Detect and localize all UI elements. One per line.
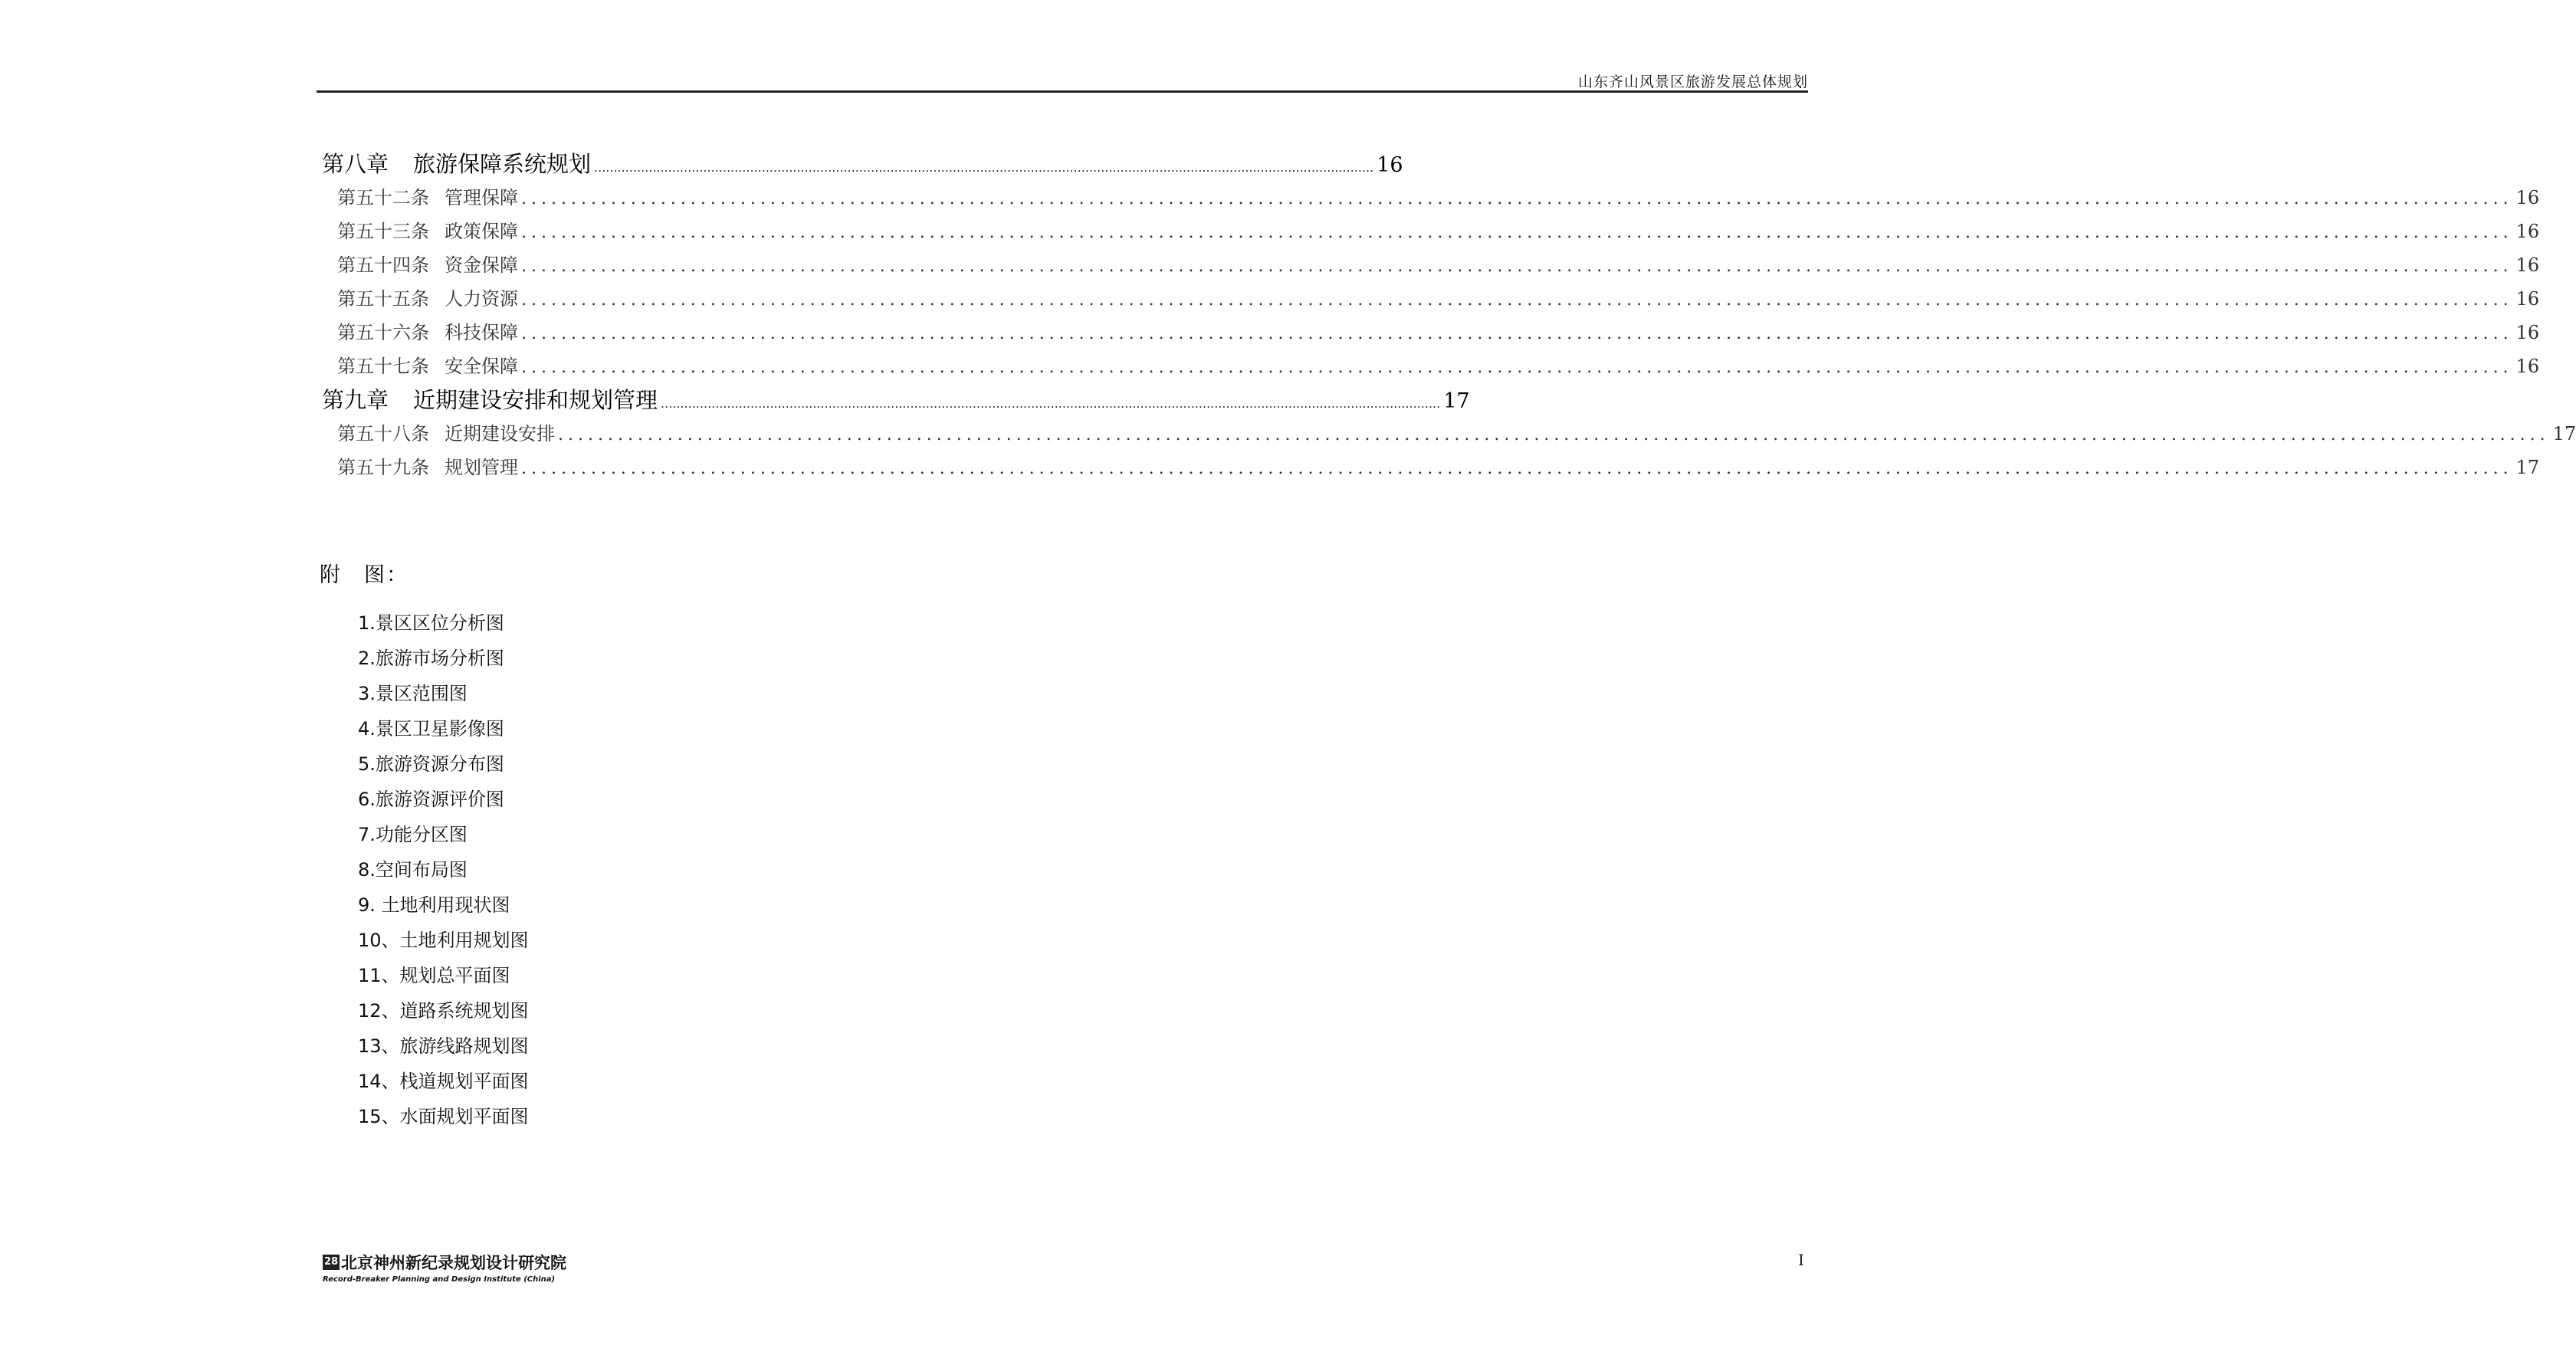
table-of-contents xyxy=(322,147,2576,484)
institute-name-cn: 北京神州新纪录规划设计研究院 xyxy=(341,1254,566,1272)
toc-dot-leader: ........................................................................................................................................................................................................ xyxy=(521,290,2513,310)
figure-list-item: 2.旅游市场分析图 xyxy=(358,648,504,669)
institute-name-en: Record-Breaker Planning and Design Institute (China) xyxy=(323,1275,556,1284)
toc-article-row xyxy=(322,248,2540,282)
figure-list-item: 11、规划总平面图 xyxy=(358,965,510,986)
toc-entry-page: 16 xyxy=(1377,153,1403,177)
toc-entry-title: 近期建设安排和规划管理 xyxy=(413,387,658,413)
figure-list-item: 3.景区范围图 xyxy=(358,683,468,704)
toc-chapter-row xyxy=(322,147,1403,181)
toc-entry-title: 旅游保障系统规划 xyxy=(413,151,592,177)
toc-entry-page: 16 xyxy=(2515,322,2540,343)
figure-list xyxy=(358,605,529,1134)
toc-dot-leader: ........................................................................................................................................................................................................ xyxy=(558,425,2550,445)
toc-entry-number: 第五十三条 xyxy=(337,221,429,242)
figure-list-item: 7.功能分区图 xyxy=(358,824,468,845)
toc-article-row xyxy=(322,417,2576,451)
toc-entry-number: 第五十四条 xyxy=(337,254,429,276)
figure-list-item: 14、栈道规划平面图 xyxy=(358,1071,529,1092)
toc-article-row xyxy=(322,282,2540,316)
toc-entry-title: 管理保障 xyxy=(445,187,518,208)
document-header-title: 山东齐山风景区旅游发展总体规划 xyxy=(1577,74,1808,90)
toc-chapter-row xyxy=(322,383,1470,417)
toc-entry-number: 第五十八条 xyxy=(337,423,429,445)
toc-entry-title: 政策保障 xyxy=(445,221,518,242)
toc-entry-title: 安全保障 xyxy=(445,356,518,377)
toc-dot-leader: ........................................................................................................................................................................................................ xyxy=(661,396,1441,411)
figure-list-item: 1.景区区位分析图 xyxy=(358,612,504,634)
toc-dot-leader: ........................................................................................................................................................................................................ xyxy=(594,160,1374,175)
toc-entry-page: 17 xyxy=(1443,389,1470,413)
toc-entry-page: 16 xyxy=(2515,221,2540,242)
toc-entry-page: 17 xyxy=(2515,457,2540,478)
toc-entry-page: 16 xyxy=(2515,356,2540,377)
toc-entry-page: 16 xyxy=(2515,187,2540,208)
toc-entry-number: 第五十七条 xyxy=(337,356,429,377)
toc-article-row xyxy=(322,316,2540,349)
toc-entry-title: 人力资源 xyxy=(445,288,518,310)
toc-entry-page: 17 xyxy=(2552,423,2576,445)
figure-list-item: 9. 土地利用现状图 xyxy=(358,894,510,916)
toc-article-row xyxy=(322,349,2540,383)
toc-entry-number: 第五十二条 xyxy=(337,187,429,208)
institute-logo xyxy=(323,1251,566,1284)
toc-dot-leader: ........................................................................................................................................................................................................ xyxy=(521,324,2513,343)
figure-list-item: 10、土地利用规划图 xyxy=(358,930,529,951)
toc-article-row xyxy=(322,181,2540,215)
toc-entry-title: 近期建设安排 xyxy=(445,423,555,445)
toc-entry-page: 16 xyxy=(2515,254,2540,276)
header-divider xyxy=(317,90,1808,93)
toc-article-row xyxy=(322,215,2540,248)
toc-entry-number: 第五十九条 xyxy=(337,457,429,478)
appendix-title: 附 图： xyxy=(320,563,409,587)
figure-list-item: 8.空间布局图 xyxy=(358,859,468,881)
toc-dot-leader: ........................................................................................................................................................................................................ xyxy=(521,358,2513,377)
figure-list-item: 4.景区卫星影像图 xyxy=(358,718,504,740)
toc-entry-number: 第五十五条 xyxy=(337,288,429,310)
toc-dot-leader: ........................................................................................................................................................................................................ xyxy=(521,257,2513,276)
toc-entry-page: 16 xyxy=(2515,288,2540,310)
toc-dot-leader: ........................................................................................................................................................................................................ xyxy=(521,459,2513,478)
toc-entry-number: 第八章 xyxy=(322,151,389,177)
figure-list-item: 15、水面规划平面图 xyxy=(358,1106,529,1127)
toc-entry-title: 资金保障 xyxy=(445,254,518,276)
toc-entry-number: 第五十六条 xyxy=(337,322,429,343)
toc-dot-leader: ........................................................................................................................................................................................................ xyxy=(521,223,2513,242)
page-number: I xyxy=(1798,1251,1804,1269)
figure-list-item: 5.旅游资源分布图 xyxy=(358,753,504,775)
toc-entry-title: 规划管理 xyxy=(445,457,518,478)
logo-mark-icon: 28 xyxy=(323,1255,340,1270)
toc-entry-number: 第九章 xyxy=(322,387,389,413)
figure-list-item: 13、旅游线路规划图 xyxy=(358,1035,529,1057)
toc-dot-leader: ........................................................................................................................................................................................................ xyxy=(521,189,2513,208)
figure-list-item: 6.旅游资源评价图 xyxy=(358,789,504,810)
toc-entry-title: 科技保障 xyxy=(445,322,518,343)
figure-list-item: 12、道路系统规划图 xyxy=(358,1000,529,1022)
toc-article-row xyxy=(322,451,2540,484)
